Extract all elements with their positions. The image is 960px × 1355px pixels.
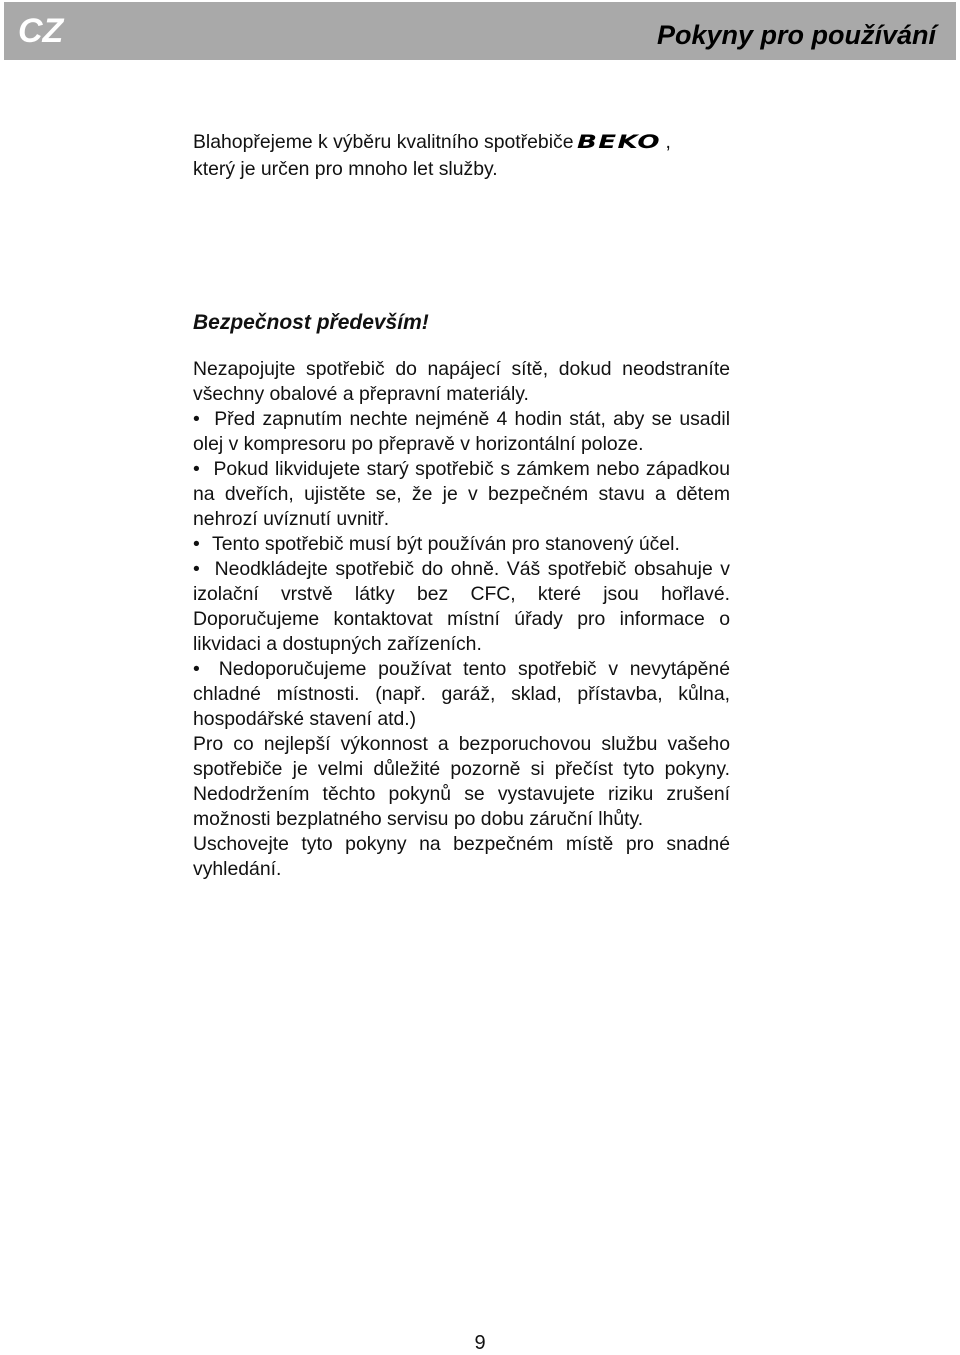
paragraph-text: Pro co nejlepší výkonnost a bezporuchovou službu vašeho spotřebiče je velmi důležité pozorně si přečíst tyto pokyny. Nedodržením těchto pokynů se vystavujete riziku zrušení možnosti bezplatného servisu po dobu záruční lhůty.: [193, 733, 730, 830]
bullet-icon: •: [193, 658, 200, 680]
paragraph-text: Nezapojujte spotřebič do napájecí sítě, dokud neodstraníte všechny obalové a přepravní materiály.: [193, 358, 730, 405]
section-header-title: Pokyny pro používání: [656, 20, 936, 50]
page-header: [4, 2, 956, 60]
main-content: [193, 130, 730, 882]
paragraph-text: Neodkládejte spotřebič do ohně. Váš spotřebič obsahuje v izolační vrstvě látky bez CFC, které jsou hořlavé. Doporučujeme kontaktovat místní úřady pro informace o likvidaci a dostupných zařízeních.: [193, 558, 731, 655]
bullet-icon: •: [193, 533, 200, 555]
bullet-paragraph: [193, 557, 730, 657]
beko-logo: [577, 132, 663, 157]
bullet-paragraph: [193, 457, 730, 532]
body-paragraph: [193, 357, 730, 407]
bullet-paragraph: [193, 407, 730, 457]
bullet-icon: •: [193, 458, 200, 480]
brand-comma: ,: [665, 131, 671, 153]
paragraph-text: Uschovejte tyto pokyny na bezpečném místě pro snadné vyhledání.: [193, 833, 730, 880]
body-paragraph: [193, 832, 730, 882]
language-code: CZ: [18, 12, 64, 50]
body-paragraph: [193, 732, 730, 832]
paragraph-text: Před zapnutím nechte nejméně 4 hodin stát, aby se usadil olej v kompresoru po přepravě v horizontální poloze.: [193, 408, 730, 455]
bullet-icon: •: [193, 558, 200, 580]
intro-paragraph: [193, 130, 730, 182]
bullet-paragraph: [193, 657, 730, 732]
paragraph-text: Tento spotřebič musí být používán pro stanovený účel.: [212, 533, 680, 555]
bullet-paragraph: [193, 532, 730, 557]
intro-text: Blahopřejeme k výběru kvalitního spotřebiče: [193, 131, 574, 153]
bullet-icon: •: [193, 408, 200, 430]
safety-heading: Bezpečnost především!: [193, 311, 429, 334]
intro-line-1: [193, 130, 730, 157]
safety-instructions: [193, 357, 730, 882]
paragraph-text: Nedoporučujeme používat tento spotřebič v nevytápěné chladné místnosti. (např. garáž, sklad, přístavba, kůlna, hospodářské stavení atd.): [193, 658, 731, 730]
page-number: 9: [474, 1332, 486, 1354]
intro-line-2: který je určen pro mnoho let služby.: [193, 158, 498, 180]
paragraph-text: Pokud likvidujete starý spotřebič s zámkem nebo západkou na dveřích, ujistěte se, že je v bezpečném stavu a dětem nehrozí uvíznutí uvnitř.: [193, 458, 730, 530]
svg-text:BEKO: BEKO: [577, 132, 662, 150]
